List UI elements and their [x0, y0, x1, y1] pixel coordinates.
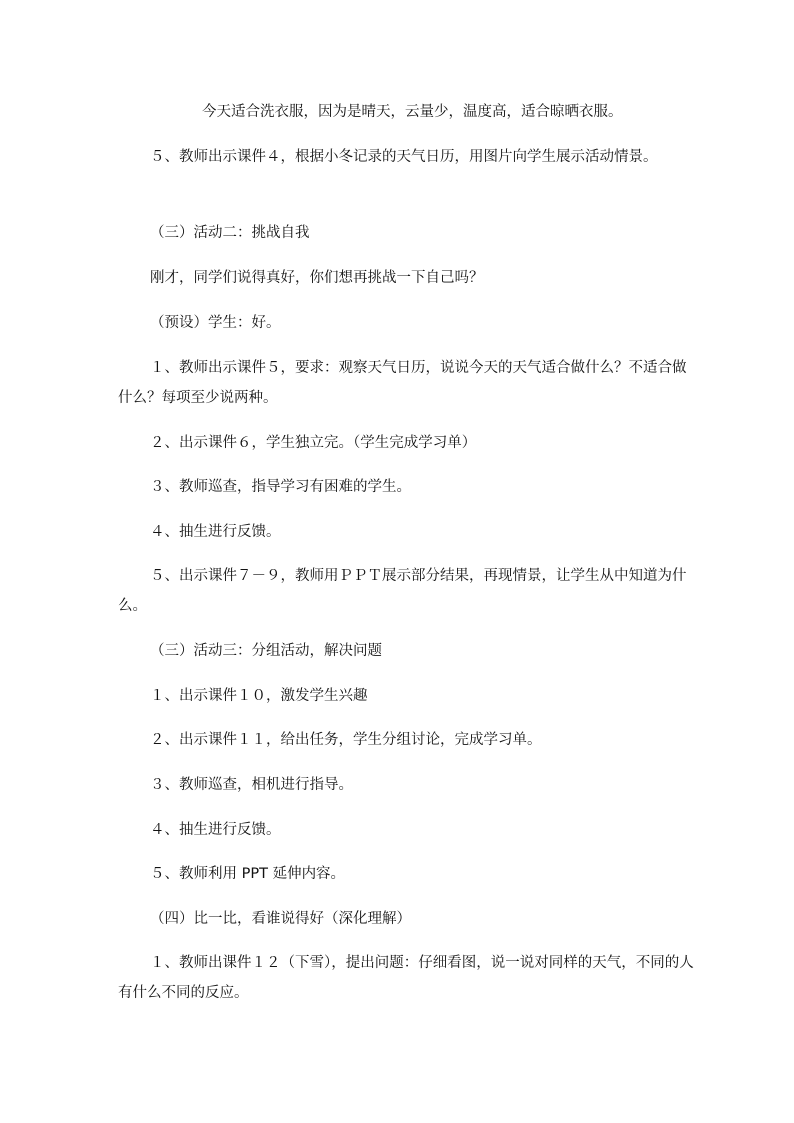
paragraph-step-4-feedback: ４、抽生进行反馈。 — [150, 524, 281, 540]
paragraph-preset-answer: （预设）学生：好。 — [150, 315, 281, 331]
paragraph-step-3-guidance: ３、教师巡查，相机进行指导。 — [150, 777, 353, 793]
paragraph-laundry-reason: 今天适合洗衣服，因为是晴天，云量少，温度高，适合晾晒衣服。 — [202, 104, 623, 120]
heading-section-four: （四）比一比，看谁说得好（深化理解） — [150, 911, 411, 927]
paragraph-step-1-courseware-10: １、出示课件１０，激发学生兴趣 — [150, 688, 368, 704]
paragraph-step-1-courseware-5: １、教师出示课件５，要求：观察天气日历，说说今天的天气适合做什么？不适合做什么？每项至少说两种。 — [118, 360, 687, 406]
paragraph-step-2-courseware-11: ２、出示课件１１，给出任务，学生分组讨论，完成学习单。 — [150, 732, 542, 748]
paragraph-step-3-inspection: ３、教师巡查，指导学习有困难的学生。 — [150, 479, 411, 495]
heading-activity-three: （三）活动三：分组活动，解决问题 — [150, 643, 382, 659]
paragraph-challenge-question: 刚才，同学们说得真好，你们想再挑战一下自己吗？ — [150, 270, 484, 286]
paragraph-step-5-ppt-extension: ５、教师利用 PPT 延伸内容。 — [150, 866, 346, 882]
paragraph-step-5-courseware-7-9: ５、出示课件７－９，教师用ＰＰＴ展示部分结果，再现情景，让学生从中知道为什么。 — [118, 568, 687, 614]
heading-activity-two: （三）活动二：挑战自我 — [150, 225, 310, 241]
paragraph-step-2-courseware-6: ２、出示课件６，学生独立完。（学生完成学习单） — [150, 435, 477, 451]
paragraph-step-5-courseware-4: ５、教师出示课件４，根据小冬记录的天气日历，用图片向学生展示活动情景。 — [150, 149, 658, 165]
paragraph-step-1-courseware-12: １、教师出课件１２（下雪），提出问题：仔细看图，说一说对同样的天气，不同的人有什么不同的反应。 — [118, 955, 694, 1001]
paragraph-step-4-feedback-2: ４、抽生进行反馈。 — [150, 822, 281, 838]
